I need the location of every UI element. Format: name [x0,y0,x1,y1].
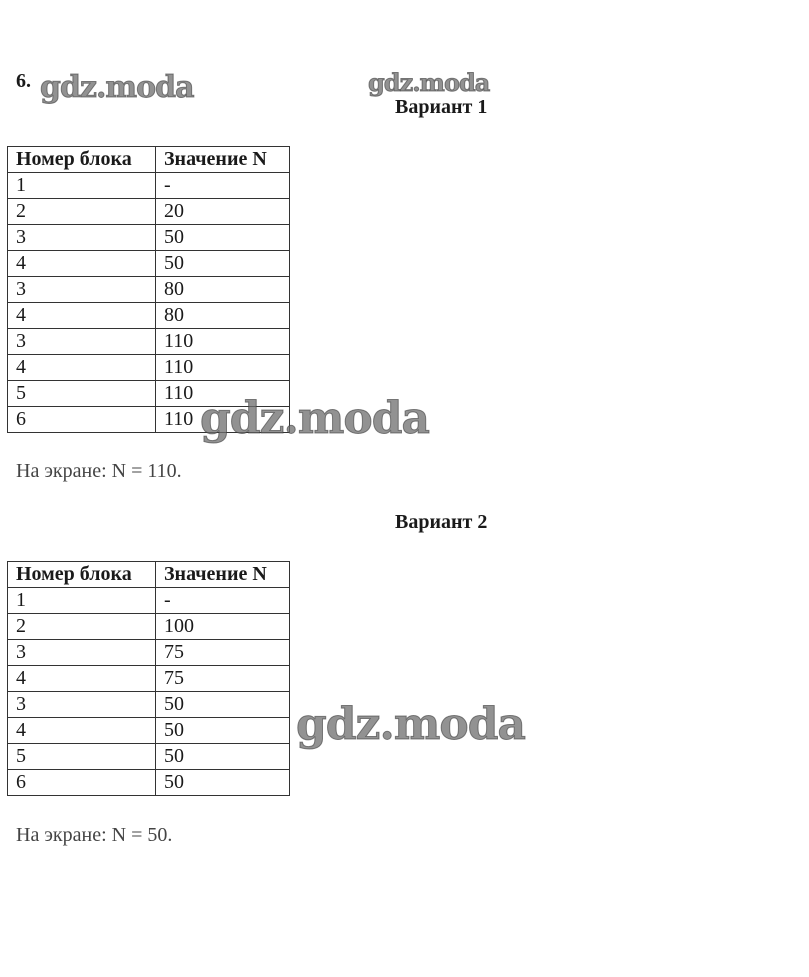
header-block-number: Номер блока [8,147,156,173]
cell-value: 50 [156,692,290,718]
watermark: gdz.moda [200,393,430,444]
cell-block: 5 [8,381,156,407]
cell-value: 80 [156,303,290,329]
cell-block: 5 [8,744,156,770]
watermark: gdz.moda [40,70,194,105]
watermark: gdz.moda [296,699,526,750]
cell-value: 110 [156,381,290,407]
watermark: gdz.moda [368,68,490,97]
cell-block: 3 [8,692,156,718]
header-value-n: Значение N [156,147,290,173]
task-number: 6. [16,70,31,92]
cell-block: 4 [8,666,156,692]
cell-value: 50 [156,251,290,277]
table-row [8,692,290,718]
cell-block: 6 [8,407,156,433]
cell-block: 1 [8,588,156,614]
table-header-row [8,147,290,173]
cell-block: 3 [8,225,156,251]
cell-value: 50 [156,770,290,796]
cell-value: 100 [156,614,290,640]
variant-1-table [7,146,290,433]
cell-value: 110 [156,407,290,433]
cell-value: 110 [156,329,290,355]
cell-block: 2 [8,199,156,225]
variant-2-result: На экране: N = 50. [16,824,173,846]
table-row [8,381,290,407]
header-block-number: Номер блока [8,562,156,588]
cell-block: 4 [8,718,156,744]
table-row [8,277,290,303]
table-row [8,588,290,614]
cell-value: 20 [156,199,290,225]
table-row [8,407,290,433]
variant-2-title: Вариант 2 [395,511,488,533]
table-row [8,329,290,355]
table-row [8,770,290,796]
cell-block: 4 [8,355,156,381]
cell-block: 3 [8,277,156,303]
table-row [8,355,290,381]
cell-value: - [156,173,290,199]
cell-block: 2 [8,614,156,640]
table-row [8,251,290,277]
table-row [8,225,290,251]
cell-block: 1 [8,173,156,199]
table-row [8,640,290,666]
cell-block: 3 [8,640,156,666]
cell-value: 80 [156,277,290,303]
table-header-row [8,562,290,588]
table-row [8,744,290,770]
table-row [8,614,290,640]
variant-2-table [7,561,290,796]
variant-1-result: На экране: N = 110. [16,460,182,482]
cell-block: 6 [8,770,156,796]
cell-value: - [156,588,290,614]
cell-block: 3 [8,329,156,355]
cell-value: 75 [156,640,290,666]
table-row [8,173,290,199]
cell-value: 50 [156,718,290,744]
table-row [8,303,290,329]
cell-block: 4 [8,251,156,277]
cell-value: 110 [156,355,290,381]
cell-value: 50 [156,225,290,251]
variant-1-title: Вариант 1 [395,96,488,118]
table-row [8,199,290,225]
cell-block: 4 [8,303,156,329]
header-value-n: Значение N [156,562,290,588]
cell-value: 75 [156,666,290,692]
table-row [8,718,290,744]
table-row [8,666,290,692]
cell-value: 50 [156,744,290,770]
